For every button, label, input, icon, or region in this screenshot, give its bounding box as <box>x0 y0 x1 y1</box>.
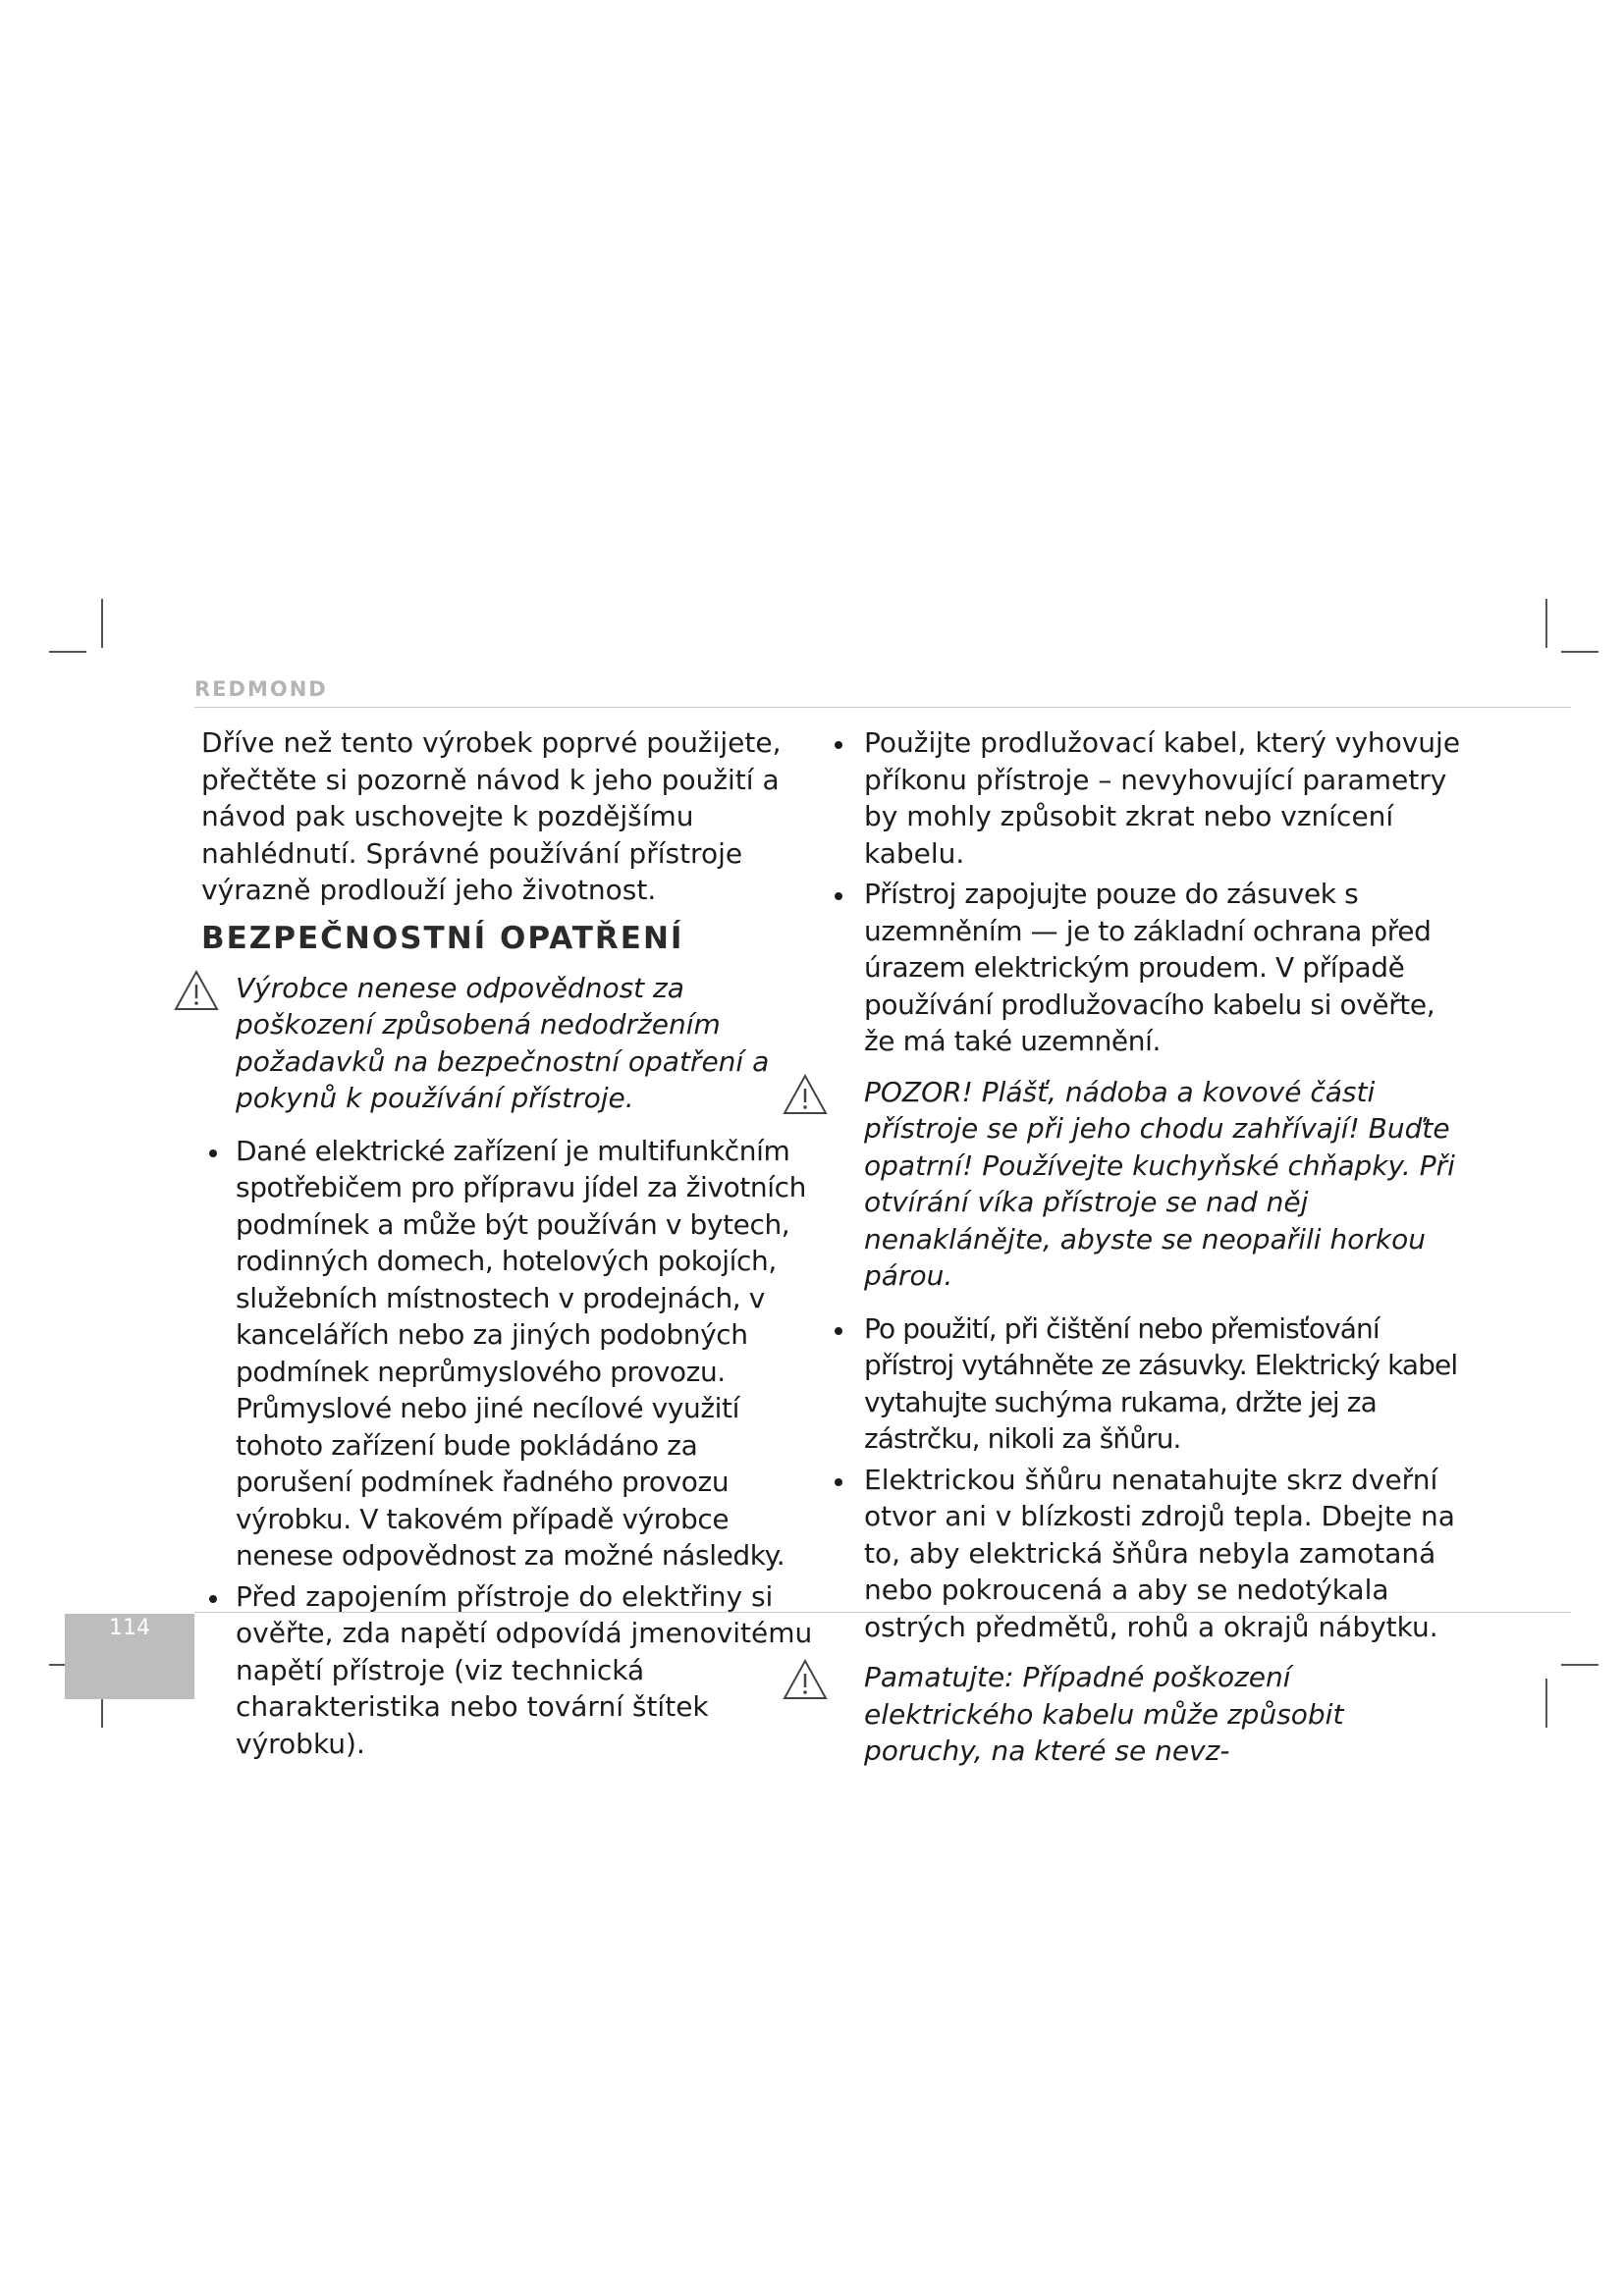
warning-block <box>201 970 820 1117</box>
warning-text: Pamatujte: Případné poškození elektrického kabelu může způsobit poruchy, na které se nevz- <box>864 1661 1344 1767</box>
header-rule <box>194 707 1571 708</box>
crop-mark-br-h <box>1561 1664 1598 1666</box>
brand-logo: REDMOND <box>194 677 328 701</box>
crop-mark-tr-v <box>1545 599 1547 648</box>
warning-triangle-icon <box>783 1074 828 1115</box>
warning-triangle-icon <box>783 1659 828 1700</box>
bullet-icon <box>835 741 842 749</box>
list-item-text: Použijte prodlužovací kabel, který vyhovuje příkonu přístroje – nevyhovující parametry by mohly způsobit zkrat nebo vznícení kabelu. <box>864 726 1461 870</box>
list-item <box>838 724 1466 872</box>
bullet-icon <box>835 1327 842 1335</box>
warning-block <box>838 1074 1466 1295</box>
list-item-text: Po použití, při čištění nebo přemisťování přístroj vytáhněte ze zásuvky. Elektrický kabel vytahujte suchýma rukama, držte jej za zástrčku, nikoli za šňůru. <box>864 1311 1458 1455</box>
warning-triangle-icon <box>174 970 219 1011</box>
bullet-icon <box>209 1595 217 1603</box>
crop-mark-tl-v <box>101 599 103 648</box>
warning-text: Výrobce nenese odpovědnost za poškození způsobená nedodržením požadavků na bezpečnostní opatření a pokynů k používání přístroje. <box>236 971 770 1114</box>
bullet-icon <box>209 1149 217 1157</box>
list-item-text: Před zapojením přístroje do elektřiny si ověřte, zda napětí odpovídá jmenovitému napětí přístroje (viz technická charakteristika nebo tovární štítek výrobku). <box>236 1579 813 1760</box>
list-item <box>201 1578 820 1763</box>
bullet-icon <box>835 892 842 900</box>
warning-block <box>838 1659 1466 1770</box>
list-item-text: Dané elektrické zařízení je multifunkčním spotřebičem pro přípravu jídel za životních podmínek a může být používán v bytech, rodinných domech, hotelových pokojích, služebních místnostech v prodejnách, v kancelářích nebo za jiných podobných podmínek neprůmyslového provozu. Průmyslové nebo jiné necílové využití tohoto zařízení bude pokládáno za porušení podmínek řadného provozu výrobku. V takovém případě výrobce nenese odpovědnost za možné následky. <box>236 1134 806 1572</box>
warning-text: POZOR! Plášť, nádoba a kovové části přístroje se při jeho chodu zahřívají! Buďte opatrní! Používejte kuchyňské chňapky. Při otvírání víka přístroje se nad něj nenaklánějte, abyste se neopařili horkou párou. <box>864 1075 1455 1292</box>
list-item <box>201 1133 820 1575</box>
list-item <box>838 876 1466 1060</box>
list-item <box>838 1310 1466 1458</box>
intro-paragraph: Dříve než tento výrobek poprvé použijete, přečtěte si pozorně návod k jeho použití a návod pak uschovejte k pozdějšímu nahlédnutí. Správné používání přístroje výrazně prodlouží jeho životnost. <box>201 726 782 906</box>
crop-mark-tl-h <box>49 651 86 653</box>
list-item-text: Přístroj zapojujte pouze do zásuvek s uzemněním — je to základní ochrana před úrazem elektrickým proudem. V případě používání prodlužovacího kabelu si ověřte, že má také uzemnění. <box>864 878 1435 1057</box>
list-item <box>838 1462 1466 1646</box>
left-column <box>201 724 820 1766</box>
bullet-icon <box>835 1478 842 1486</box>
crop-mark-tr-h <box>1561 651 1598 653</box>
page-number: 114 <box>109 1616 150 1640</box>
right-column <box>838 724 1466 1786</box>
list-item-text: Elektrickou šňůru nenatahujte skrz dveřní otvor ani v blízkosti zdrojů tepla. Dbejte na to, aby elektrická šňůra nebyla zamotaná nebo pokroucená a aby se nedotýkala ostrých předmětů, rohů a okrajů nábytku. <box>864 1463 1455 1643</box>
section-heading: BEZPEČNOSTNÍ OPATŘENÍ <box>201 920 684 956</box>
crop-mark-br-v <box>1545 1679 1547 1728</box>
